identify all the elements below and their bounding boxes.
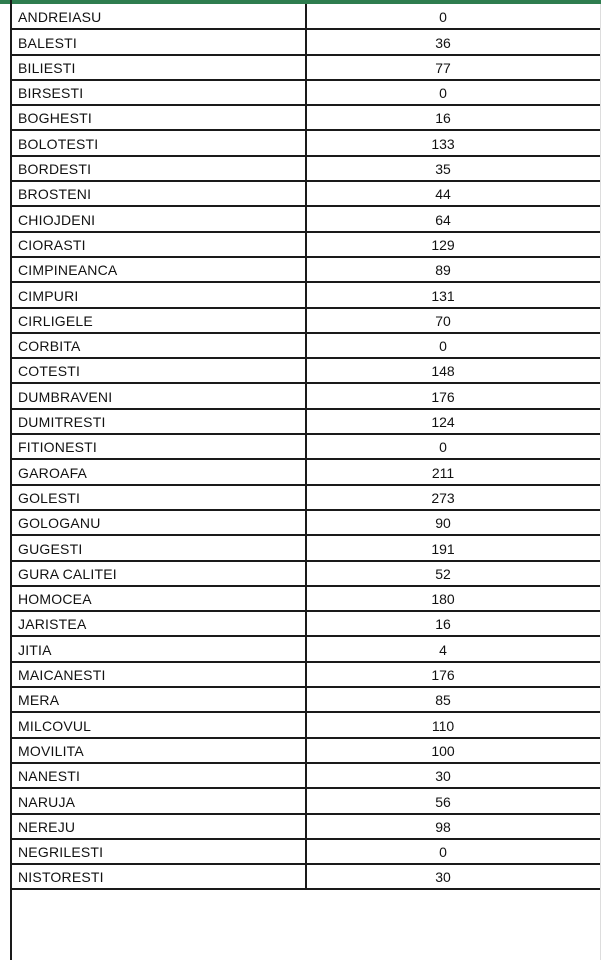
table-row[interactable] <box>12 510 601 535</box>
locality-name-cell[interactable]: NEGRILESTI <box>12 839 306 864</box>
locality-name-cell[interactable]: GAROAFA <box>12 459 306 484</box>
locality-name-cell[interactable]: DUMBRAVENI <box>12 383 306 408</box>
locality-name-cell[interactable]: CORBITA <box>12 333 306 358</box>
count-value-cell[interactable]: 52 <box>306 561 601 586</box>
locality-name-cell[interactable]: JARISTEA <box>12 611 306 636</box>
count-value-cell[interactable]: 191 <box>306 535 601 560</box>
locality-name-cell[interactable]: BROSTENI <box>12 181 306 206</box>
table-row[interactable] <box>12 156 601 181</box>
table-row[interactable] <box>12 55 601 80</box>
count-value-cell[interactable]: 180 <box>306 586 601 611</box>
count-value-cell[interactable]: 30 <box>306 763 601 788</box>
table-row[interactable] <box>12 29 601 54</box>
table-row[interactable] <box>12 839 601 864</box>
count-value-cell[interactable]: 124 <box>306 409 601 434</box>
table-row[interactable] <box>12 763 601 788</box>
count-value-cell[interactable]: 176 <box>306 383 601 408</box>
table-row[interactable] <box>12 434 601 459</box>
locality-name-cell[interactable]: CHIOJDENI <box>12 206 306 231</box>
locality-name-cell[interactable]: MOVILITA <box>12 738 306 763</box>
locality-name-cell[interactable]: GUGESTI <box>12 535 306 560</box>
locality-name-cell[interactable]: HOMOCEA <box>12 586 306 611</box>
count-value-cell[interactable]: 56 <box>306 788 601 813</box>
locality-name-cell[interactable]: ANDREIASU <box>12 4 306 29</box>
table-row[interactable] <box>12 611 601 636</box>
locality-name-cell[interactable]: MAICANESTI <box>12 662 306 687</box>
count-value-cell[interactable]: 64 <box>306 206 601 231</box>
count-value-cell[interactable]: 273 <box>306 485 601 510</box>
locality-name-cell[interactable]: NISTORESTI <box>12 864 306 889</box>
count-value-cell[interactable]: 129 <box>306 232 601 257</box>
locality-name-cell[interactable]: CIRLIGELE <box>12 308 306 333</box>
locality-name-cell[interactable]: JITIA <box>12 636 306 661</box>
locality-name-cell[interactable]: GOLOGANU <box>12 510 306 535</box>
table-row[interactable] <box>12 358 601 383</box>
locality-name-cell[interactable]: GOLESTI <box>12 485 306 510</box>
table-row[interactable] <box>12 535 601 560</box>
table-row[interactable] <box>12 105 601 130</box>
count-value-cell[interactable]: 90 <box>306 510 601 535</box>
table-row[interactable] <box>12 712 601 737</box>
locality-name-cell[interactable]: NARUJA <box>12 788 306 813</box>
table-row[interactable] <box>12 738 601 763</box>
count-value-cell[interactable]: 77 <box>306 55 601 80</box>
table-row[interactable] <box>12 561 601 586</box>
locality-name-cell[interactable]: MILCOVUL <box>12 712 306 737</box>
table-row[interactable] <box>12 383 601 408</box>
locality-name-cell[interactable]: COTESTI <box>12 358 306 383</box>
table-row[interactable] <box>12 636 601 661</box>
table-row[interactable] <box>12 80 601 105</box>
count-value-cell[interactable]: 100 <box>306 738 601 763</box>
locality-name-cell[interactable]: BILIESTI <box>12 55 306 80</box>
table-row[interactable] <box>12 687 601 712</box>
count-value-cell[interactable]: 16 <box>306 611 601 636</box>
table-row[interactable] <box>12 409 601 434</box>
locality-name-cell[interactable]: DUMITRESTI <box>12 409 306 434</box>
count-value-cell[interactable]: 0 <box>306 434 601 459</box>
count-value-cell[interactable]: 148 <box>306 358 601 383</box>
table-row[interactable] <box>12 864 601 889</box>
count-value-cell[interactable]: 0 <box>306 80 601 105</box>
locality-name-cell[interactable]: BALESTI <box>12 29 306 54</box>
locality-name-cell[interactable]: BORDESTI <box>12 156 306 181</box>
table-row[interactable] <box>12 257 601 282</box>
count-value-cell[interactable]: 211 <box>306 459 601 484</box>
count-value-cell[interactable]: 30 <box>306 864 601 889</box>
table-row[interactable] <box>12 206 601 231</box>
count-value-cell[interactable]: 85 <box>306 687 601 712</box>
locality-name-cell[interactable]: BOGHESTI <box>12 105 306 130</box>
count-value-cell[interactable]: 0 <box>306 333 601 358</box>
count-value-cell[interactable]: 98 <box>306 814 601 839</box>
count-value-cell[interactable]: 36 <box>306 29 601 54</box>
table-row[interactable] <box>12 4 601 29</box>
locality-name-cell[interactable]: FITIONESTI <box>12 434 306 459</box>
table-row[interactable] <box>12 333 601 358</box>
table-row[interactable] <box>12 282 601 307</box>
table-row[interactable] <box>12 485 601 510</box>
table-row[interactable] <box>12 459 601 484</box>
locality-name-cell[interactable]: BIRSESTI <box>12 80 306 105</box>
left-index-column <box>0 0 12 960</box>
count-value-cell[interactable]: 89 <box>306 257 601 282</box>
locality-name-cell[interactable]: CIORASTI <box>12 232 306 257</box>
table-row[interactable] <box>12 586 601 611</box>
count-value-cell[interactable]: 35 <box>306 156 601 181</box>
locality-name-cell[interactable]: CIMPURI <box>12 282 306 307</box>
count-value-cell[interactable]: 131 <box>306 282 601 307</box>
count-value-cell[interactable]: 44 <box>306 181 601 206</box>
count-value-cell[interactable]: 4 <box>306 636 601 661</box>
locality-name-cell[interactable]: CIMPINEANCA <box>12 257 306 282</box>
locality-name-cell[interactable]: MERA <box>12 687 306 712</box>
locality-name-cell[interactable]: GURA CALITEI <box>12 561 306 586</box>
table-row[interactable] <box>12 232 601 257</box>
count-value-cell[interactable]: 0 <box>306 839 601 864</box>
table-row[interactable] <box>12 788 601 813</box>
count-value-cell[interactable]: 16 <box>306 105 601 130</box>
count-value-cell[interactable]: 0 <box>306 4 601 29</box>
locality-name-cell[interactable]: NEREJU <box>12 814 306 839</box>
table-row[interactable] <box>12 814 601 839</box>
table-row[interactable] <box>12 130 601 155</box>
data-table <box>12 4 601 890</box>
count-value-cell[interactable]: 70 <box>306 308 601 333</box>
table-row[interactable] <box>12 662 601 687</box>
locality-name-cell[interactable]: NANESTI <box>12 763 306 788</box>
count-value-cell[interactable]: 176 <box>306 662 601 687</box>
count-value-cell[interactable]: 133 <box>306 130 601 155</box>
count-value-cell[interactable]: 110 <box>306 712 601 737</box>
table-row[interactable] <box>12 308 601 333</box>
locality-name-cell[interactable]: BOLOTESTI <box>12 130 306 155</box>
table-body <box>12 4 601 889</box>
table-row[interactable] <box>12 181 601 206</box>
